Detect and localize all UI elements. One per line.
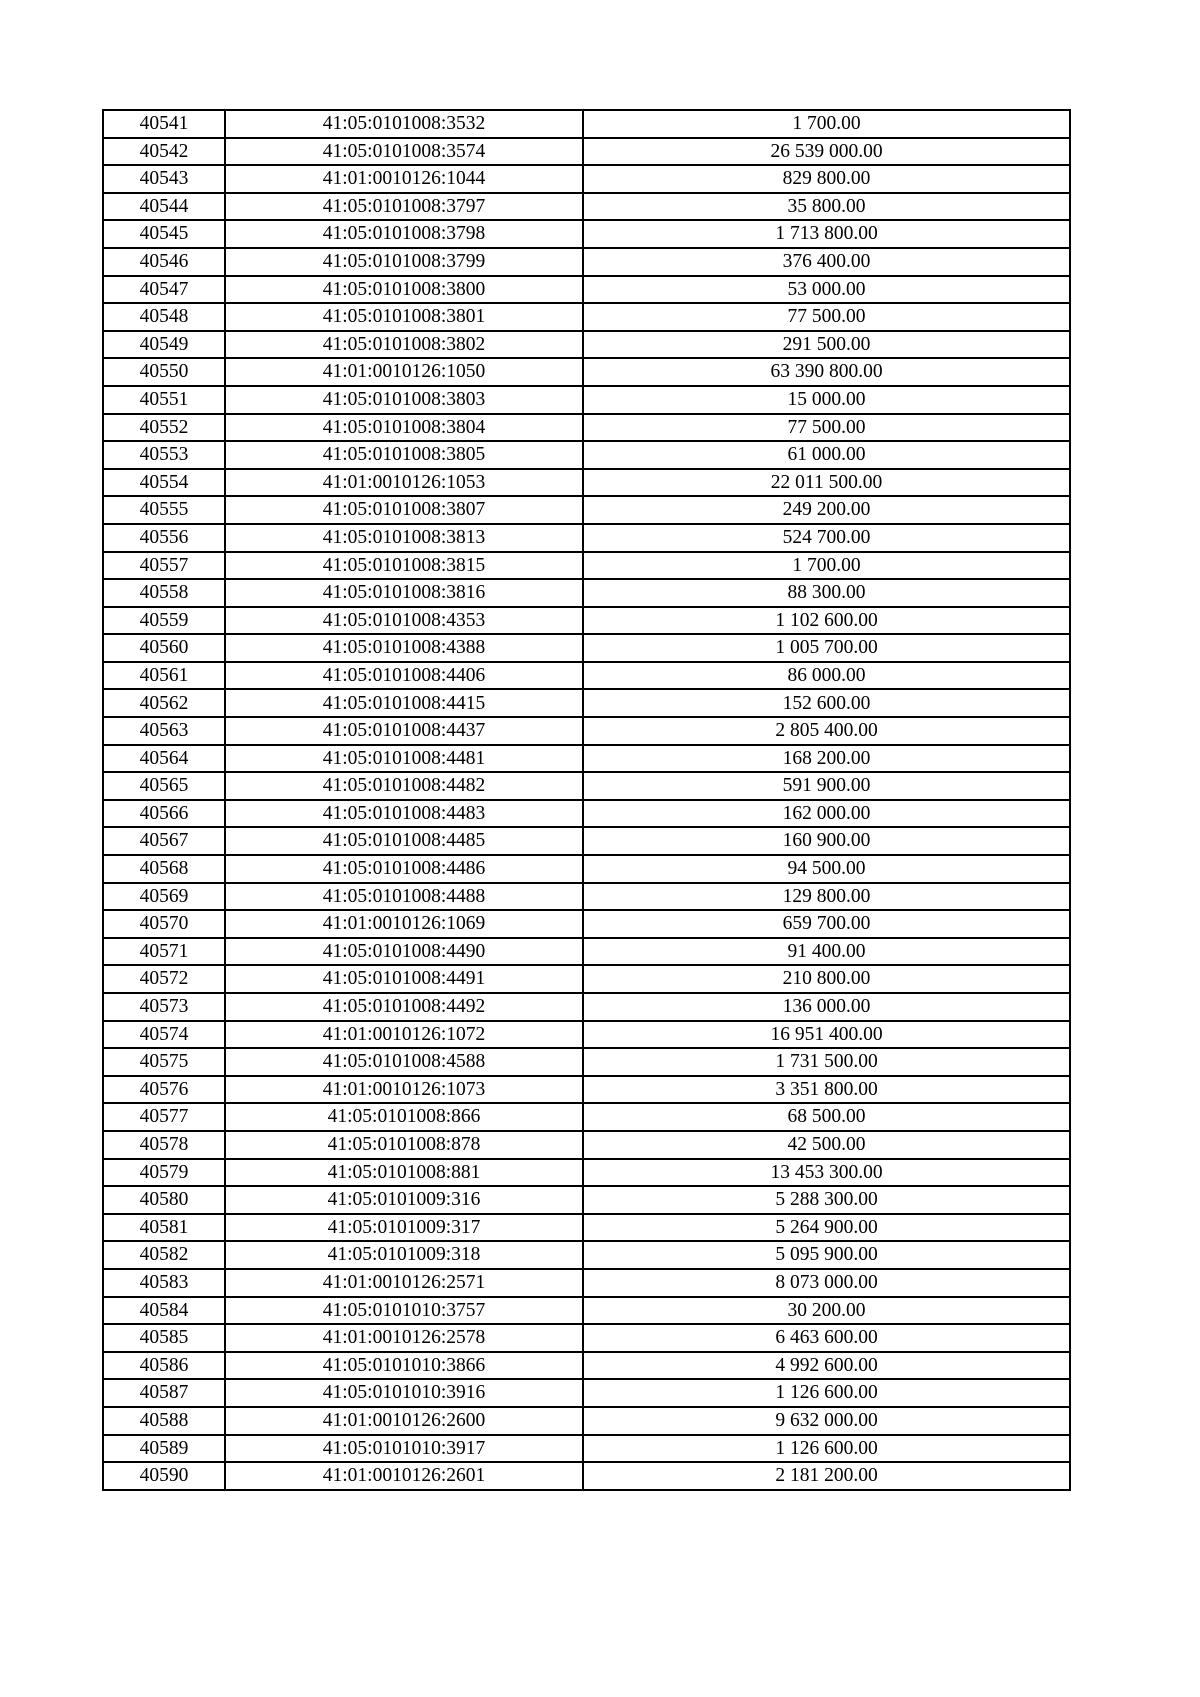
cadastral-value-cell: 63 390 800.00	[583, 358, 1070, 386]
row-number-cell: 40551	[103, 386, 225, 414]
table-row	[103, 965, 1070, 993]
table-row	[103, 717, 1070, 745]
row-number-cell: 40569	[103, 883, 225, 911]
row-number-cell: 40542	[103, 138, 225, 166]
table-row	[103, 993, 1070, 1021]
cadastral-number-cell: 41:05:0101008:3805	[225, 441, 583, 469]
cadastral-number-cell: 41:05:0101008:3532	[225, 110, 583, 138]
cadastral-value-cell: 91 400.00	[583, 938, 1070, 966]
row-number-cell: 40547	[103, 276, 225, 304]
cadastral-number-cell: 41:01:0010126:1069	[225, 910, 583, 938]
table-row	[103, 607, 1070, 635]
row-number-cell: 40587	[103, 1379, 225, 1407]
row-number-cell: 40549	[103, 331, 225, 359]
cadastral-value-cell: 129 800.00	[583, 883, 1070, 911]
cadastral-number-cell: 41:05:0101008:4490	[225, 938, 583, 966]
table-row	[103, 138, 1070, 166]
cadastral-number-cell: 41:05:0101008:3574	[225, 138, 583, 166]
cadastral-number-cell: 41:05:0101008:4353	[225, 607, 583, 635]
table-row	[103, 469, 1070, 497]
table-row	[103, 110, 1070, 138]
cadastral-value-cell: 61 000.00	[583, 441, 1070, 469]
row-number-cell: 40553	[103, 441, 225, 469]
cadastral-value-cell: 26 539 000.00	[583, 138, 1070, 166]
cadastral-number-cell: 41:05:0101008:4406	[225, 662, 583, 690]
table-row	[103, 1407, 1070, 1435]
table-row	[103, 248, 1070, 276]
row-number-cell: 40554	[103, 469, 225, 497]
cadastral-value-cell: 152 600.00	[583, 689, 1070, 717]
cadastral-number-cell: 41:05:0101008:3797	[225, 193, 583, 221]
row-number-cell: 40579	[103, 1159, 225, 1187]
cadastral-value-cell: 160 900.00	[583, 827, 1070, 855]
table-row	[103, 938, 1070, 966]
cadastral-number-cell: 41:05:0101008:3802	[225, 331, 583, 359]
cadastral-number-cell: 41:05:0101008:4492	[225, 993, 583, 1021]
cadastral-value-cell: 4 992 600.00	[583, 1352, 1070, 1380]
row-number-cell: 40546	[103, 248, 225, 276]
cadastral-number-cell: 41:01:0010126:2601	[225, 1462, 583, 1490]
cadastral-number-cell: 41:05:0101008:4485	[225, 827, 583, 855]
row-number-cell: 40570	[103, 910, 225, 938]
cadastral-number-cell: 41:01:0010126:2578	[225, 1324, 583, 1352]
row-number-cell: 40576	[103, 1076, 225, 1104]
table-row	[103, 689, 1070, 717]
table-row	[103, 1462, 1070, 1490]
cadastral-value-cell: 1 731 500.00	[583, 1048, 1070, 1076]
row-number-cell: 40560	[103, 634, 225, 662]
table-row	[103, 1021, 1070, 1049]
cadastral-value-cell: 291 500.00	[583, 331, 1070, 359]
table-row	[103, 414, 1070, 442]
table-row	[103, 1076, 1070, 1104]
cadastral-value-cell: 136 000.00	[583, 993, 1070, 1021]
cadastral-value-cell: 1 005 700.00	[583, 634, 1070, 662]
cadastral-number-cell: 41:05:0101010:3916	[225, 1379, 583, 1407]
cadastral-value-cell: 1 700.00	[583, 110, 1070, 138]
cadastral-value-cell: 42 500.00	[583, 1131, 1070, 1159]
cadastral-value-cell: 86 000.00	[583, 662, 1070, 690]
cadastral-number-cell: 41:05:0101008:878	[225, 1131, 583, 1159]
row-number-cell: 40566	[103, 800, 225, 828]
cadastral-number-cell: 41:05:0101008:4481	[225, 745, 583, 773]
cadastral-number-cell: 41:05:0101008:4488	[225, 883, 583, 911]
table-row	[103, 1214, 1070, 1242]
row-number-cell: 40563	[103, 717, 225, 745]
cadastral-number-cell: 41:01:0010126:2600	[225, 1407, 583, 1435]
cadastral-value-cell: 94 500.00	[583, 855, 1070, 883]
row-number-cell: 40568	[103, 855, 225, 883]
row-number-cell: 40590	[103, 1462, 225, 1490]
table-row	[103, 855, 1070, 883]
row-number-cell: 40558	[103, 579, 225, 607]
table-row	[103, 552, 1070, 580]
table-row	[103, 1435, 1070, 1463]
cadastral-number-cell: 41:01:0010126:1073	[225, 1076, 583, 1104]
cadastral-value-cell: 1 126 600.00	[583, 1379, 1070, 1407]
cadastral-value-cell: 2 805 400.00	[583, 717, 1070, 745]
row-number-cell: 40561	[103, 662, 225, 690]
row-number-cell: 40584	[103, 1297, 225, 1325]
cadastral-number-cell: 41:01:0010126:1050	[225, 358, 583, 386]
cadastral-value-cell: 68 500.00	[583, 1103, 1070, 1131]
table-row	[103, 441, 1070, 469]
row-number-cell: 40544	[103, 193, 225, 221]
row-number-cell: 40559	[103, 607, 225, 635]
table-row	[103, 634, 1070, 662]
row-number-cell: 40543	[103, 165, 225, 193]
table-row	[103, 1048, 1070, 1076]
row-number-cell: 40577	[103, 1103, 225, 1131]
row-number-cell: 40583	[103, 1269, 225, 1297]
cadastral-number-cell: 41:05:0101010:3866	[225, 1352, 583, 1380]
cadastral-value-cell: 16 951 400.00	[583, 1021, 1070, 1049]
row-number-cell: 40565	[103, 772, 225, 800]
cadastral-number-cell: 41:05:0101008:3807	[225, 496, 583, 524]
row-number-cell: 40586	[103, 1352, 225, 1380]
cadastral-number-cell: 41:05:0101008:3799	[225, 248, 583, 276]
row-number-cell: 40589	[103, 1435, 225, 1463]
cadastral-number-cell: 41:05:0101008:881	[225, 1159, 583, 1187]
cadastral-number-cell: 41:05:0101008:4415	[225, 689, 583, 717]
table-row	[103, 1269, 1070, 1297]
table-row	[103, 1241, 1070, 1269]
cadastral-value-cell: 376 400.00	[583, 248, 1070, 276]
row-number-cell: 40552	[103, 414, 225, 442]
row-number-cell: 40555	[103, 496, 225, 524]
cadastral-number-cell: 41:05:0101008:4483	[225, 800, 583, 828]
cadastral-value-cell: 5 264 900.00	[583, 1214, 1070, 1242]
table-row	[103, 276, 1070, 304]
cadastral-value-cell: 5 095 900.00	[583, 1241, 1070, 1269]
cadastral-value-cell: 168 200.00	[583, 745, 1070, 773]
cadastral-value-cell: 35 800.00	[583, 193, 1070, 221]
cadastral-value-cell: 210 800.00	[583, 965, 1070, 993]
row-number-cell: 40582	[103, 1241, 225, 1269]
cadastral-value-cell: 53 000.00	[583, 276, 1070, 304]
cadastral-value-cell: 591 900.00	[583, 772, 1070, 800]
table-row	[103, 772, 1070, 800]
cadastral-number-cell: 41:05:0101008:3804	[225, 414, 583, 442]
cadastral-number-cell: 41:05:0101009:318	[225, 1241, 583, 1269]
row-number-cell: 40548	[103, 303, 225, 331]
row-number-cell: 40571	[103, 938, 225, 966]
table-row	[103, 745, 1070, 773]
row-number-cell: 40572	[103, 965, 225, 993]
cadastral-value-cell: 829 800.00	[583, 165, 1070, 193]
cadastral-number-cell: 41:05:0101008:3813	[225, 524, 583, 552]
table-row	[103, 496, 1070, 524]
cadastral-number-cell: 41:05:0101010:3917	[225, 1435, 583, 1463]
table-row	[103, 165, 1070, 193]
row-number-cell: 40562	[103, 689, 225, 717]
row-number-cell: 40581	[103, 1214, 225, 1242]
cadastral-value-cell: 3 351 800.00	[583, 1076, 1070, 1104]
table-row	[103, 579, 1070, 607]
table-row	[103, 1186, 1070, 1214]
cadastral-value-cell: 524 700.00	[583, 524, 1070, 552]
cadastral-value-cell: 2 181 200.00	[583, 1462, 1070, 1490]
row-number-cell: 40580	[103, 1186, 225, 1214]
cadastral-number-cell: 41:05:0101009:317	[225, 1214, 583, 1242]
row-number-cell: 40578	[103, 1131, 225, 1159]
row-number-cell: 40557	[103, 552, 225, 580]
table-row	[103, 1103, 1070, 1131]
cadastral-value-table	[102, 109, 1071, 1491]
cadastral-number-cell: 41:05:0101009:316	[225, 1186, 583, 1214]
cadastral-value-cell: 659 700.00	[583, 910, 1070, 938]
table-row	[103, 1324, 1070, 1352]
table-row	[103, 303, 1070, 331]
cadastral-value-cell: 5 288 300.00	[583, 1186, 1070, 1214]
row-number-cell: 40575	[103, 1048, 225, 1076]
cadastral-value-cell: 88 300.00	[583, 579, 1070, 607]
table-row	[103, 1379, 1070, 1407]
cadastral-number-cell: 41:05:0101008:3815	[225, 552, 583, 580]
cadastral-value-cell: 1 713 800.00	[583, 220, 1070, 248]
cadastral-number-cell: 41:05:0101008:4437	[225, 717, 583, 745]
table-row	[103, 883, 1070, 911]
cadastral-value-cell: 9 632 000.00	[583, 1407, 1070, 1435]
cadastral-value-cell: 77 500.00	[583, 303, 1070, 331]
table-row	[103, 1131, 1070, 1159]
table-row	[103, 1352, 1070, 1380]
table-row	[103, 1297, 1070, 1325]
cadastral-number-cell: 41:05:0101008:3803	[225, 386, 583, 414]
cadastral-value-cell: 15 000.00	[583, 386, 1070, 414]
cadastral-value-cell: 13 453 300.00	[583, 1159, 1070, 1187]
table-row	[103, 331, 1070, 359]
cadastral-number-cell: 41:01:0010126:2571	[225, 1269, 583, 1297]
table-row	[103, 662, 1070, 690]
row-number-cell: 40567	[103, 827, 225, 855]
cadastral-number-cell: 41:05:0101008:4388	[225, 634, 583, 662]
table-row	[103, 193, 1070, 221]
cadastral-number-cell: 41:05:0101008:4491	[225, 965, 583, 993]
cadastral-value-cell: 1 102 600.00	[583, 607, 1070, 635]
row-number-cell: 40564	[103, 745, 225, 773]
cadastral-number-cell: 41:01:0010126:1053	[225, 469, 583, 497]
row-number-cell: 40573	[103, 993, 225, 1021]
cadastral-number-cell: 41:05:0101008:866	[225, 1103, 583, 1131]
table-row	[103, 827, 1070, 855]
row-number-cell: 40556	[103, 524, 225, 552]
table-row	[103, 220, 1070, 248]
cadastral-number-cell: 41:05:0101010:3757	[225, 1297, 583, 1325]
cadastral-value-cell: 8 073 000.00	[583, 1269, 1070, 1297]
cadastral-number-cell: 41:05:0101008:4482	[225, 772, 583, 800]
row-number-cell: 40574	[103, 1021, 225, 1049]
row-number-cell: 40585	[103, 1324, 225, 1352]
table-row	[103, 524, 1070, 552]
cadastral-value-cell: 22 011 500.00	[583, 469, 1070, 497]
table-row	[103, 386, 1070, 414]
row-number-cell: 40550	[103, 358, 225, 386]
cadastral-value-cell: 162 000.00	[583, 800, 1070, 828]
row-number-cell: 40545	[103, 220, 225, 248]
row-number-cell: 40588	[103, 1407, 225, 1435]
cadastral-number-cell: 41:05:0101008:3816	[225, 579, 583, 607]
table-row	[103, 910, 1070, 938]
cadastral-number-cell: 41:05:0101008:3801	[225, 303, 583, 331]
cadastral-number-cell: 41:05:0101008:4588	[225, 1048, 583, 1076]
cadastral-number-cell: 41:01:0010126:1044	[225, 165, 583, 193]
cadastral-value-cell: 30 200.00	[583, 1297, 1070, 1325]
table-row	[103, 358, 1070, 386]
cadastral-value-cell: 1 700.00	[583, 552, 1070, 580]
cadastral-value-cell: 1 126 600.00	[583, 1435, 1070, 1463]
cadastral-number-cell: 41:05:0101008:3798	[225, 220, 583, 248]
table-body	[103, 110, 1070, 1490]
cadastral-number-cell: 41:05:0101008:3800	[225, 276, 583, 304]
cadastral-value-cell: 249 200.00	[583, 496, 1070, 524]
row-number-cell: 40541	[103, 110, 225, 138]
table-row	[103, 1159, 1070, 1187]
cadastral-number-cell: 41:01:0010126:1072	[225, 1021, 583, 1049]
table-row	[103, 800, 1070, 828]
cadastral-value-cell: 6 463 600.00	[583, 1324, 1070, 1352]
cadastral-value-cell: 77 500.00	[583, 414, 1070, 442]
cadastral-number-cell: 41:05:0101008:4486	[225, 855, 583, 883]
